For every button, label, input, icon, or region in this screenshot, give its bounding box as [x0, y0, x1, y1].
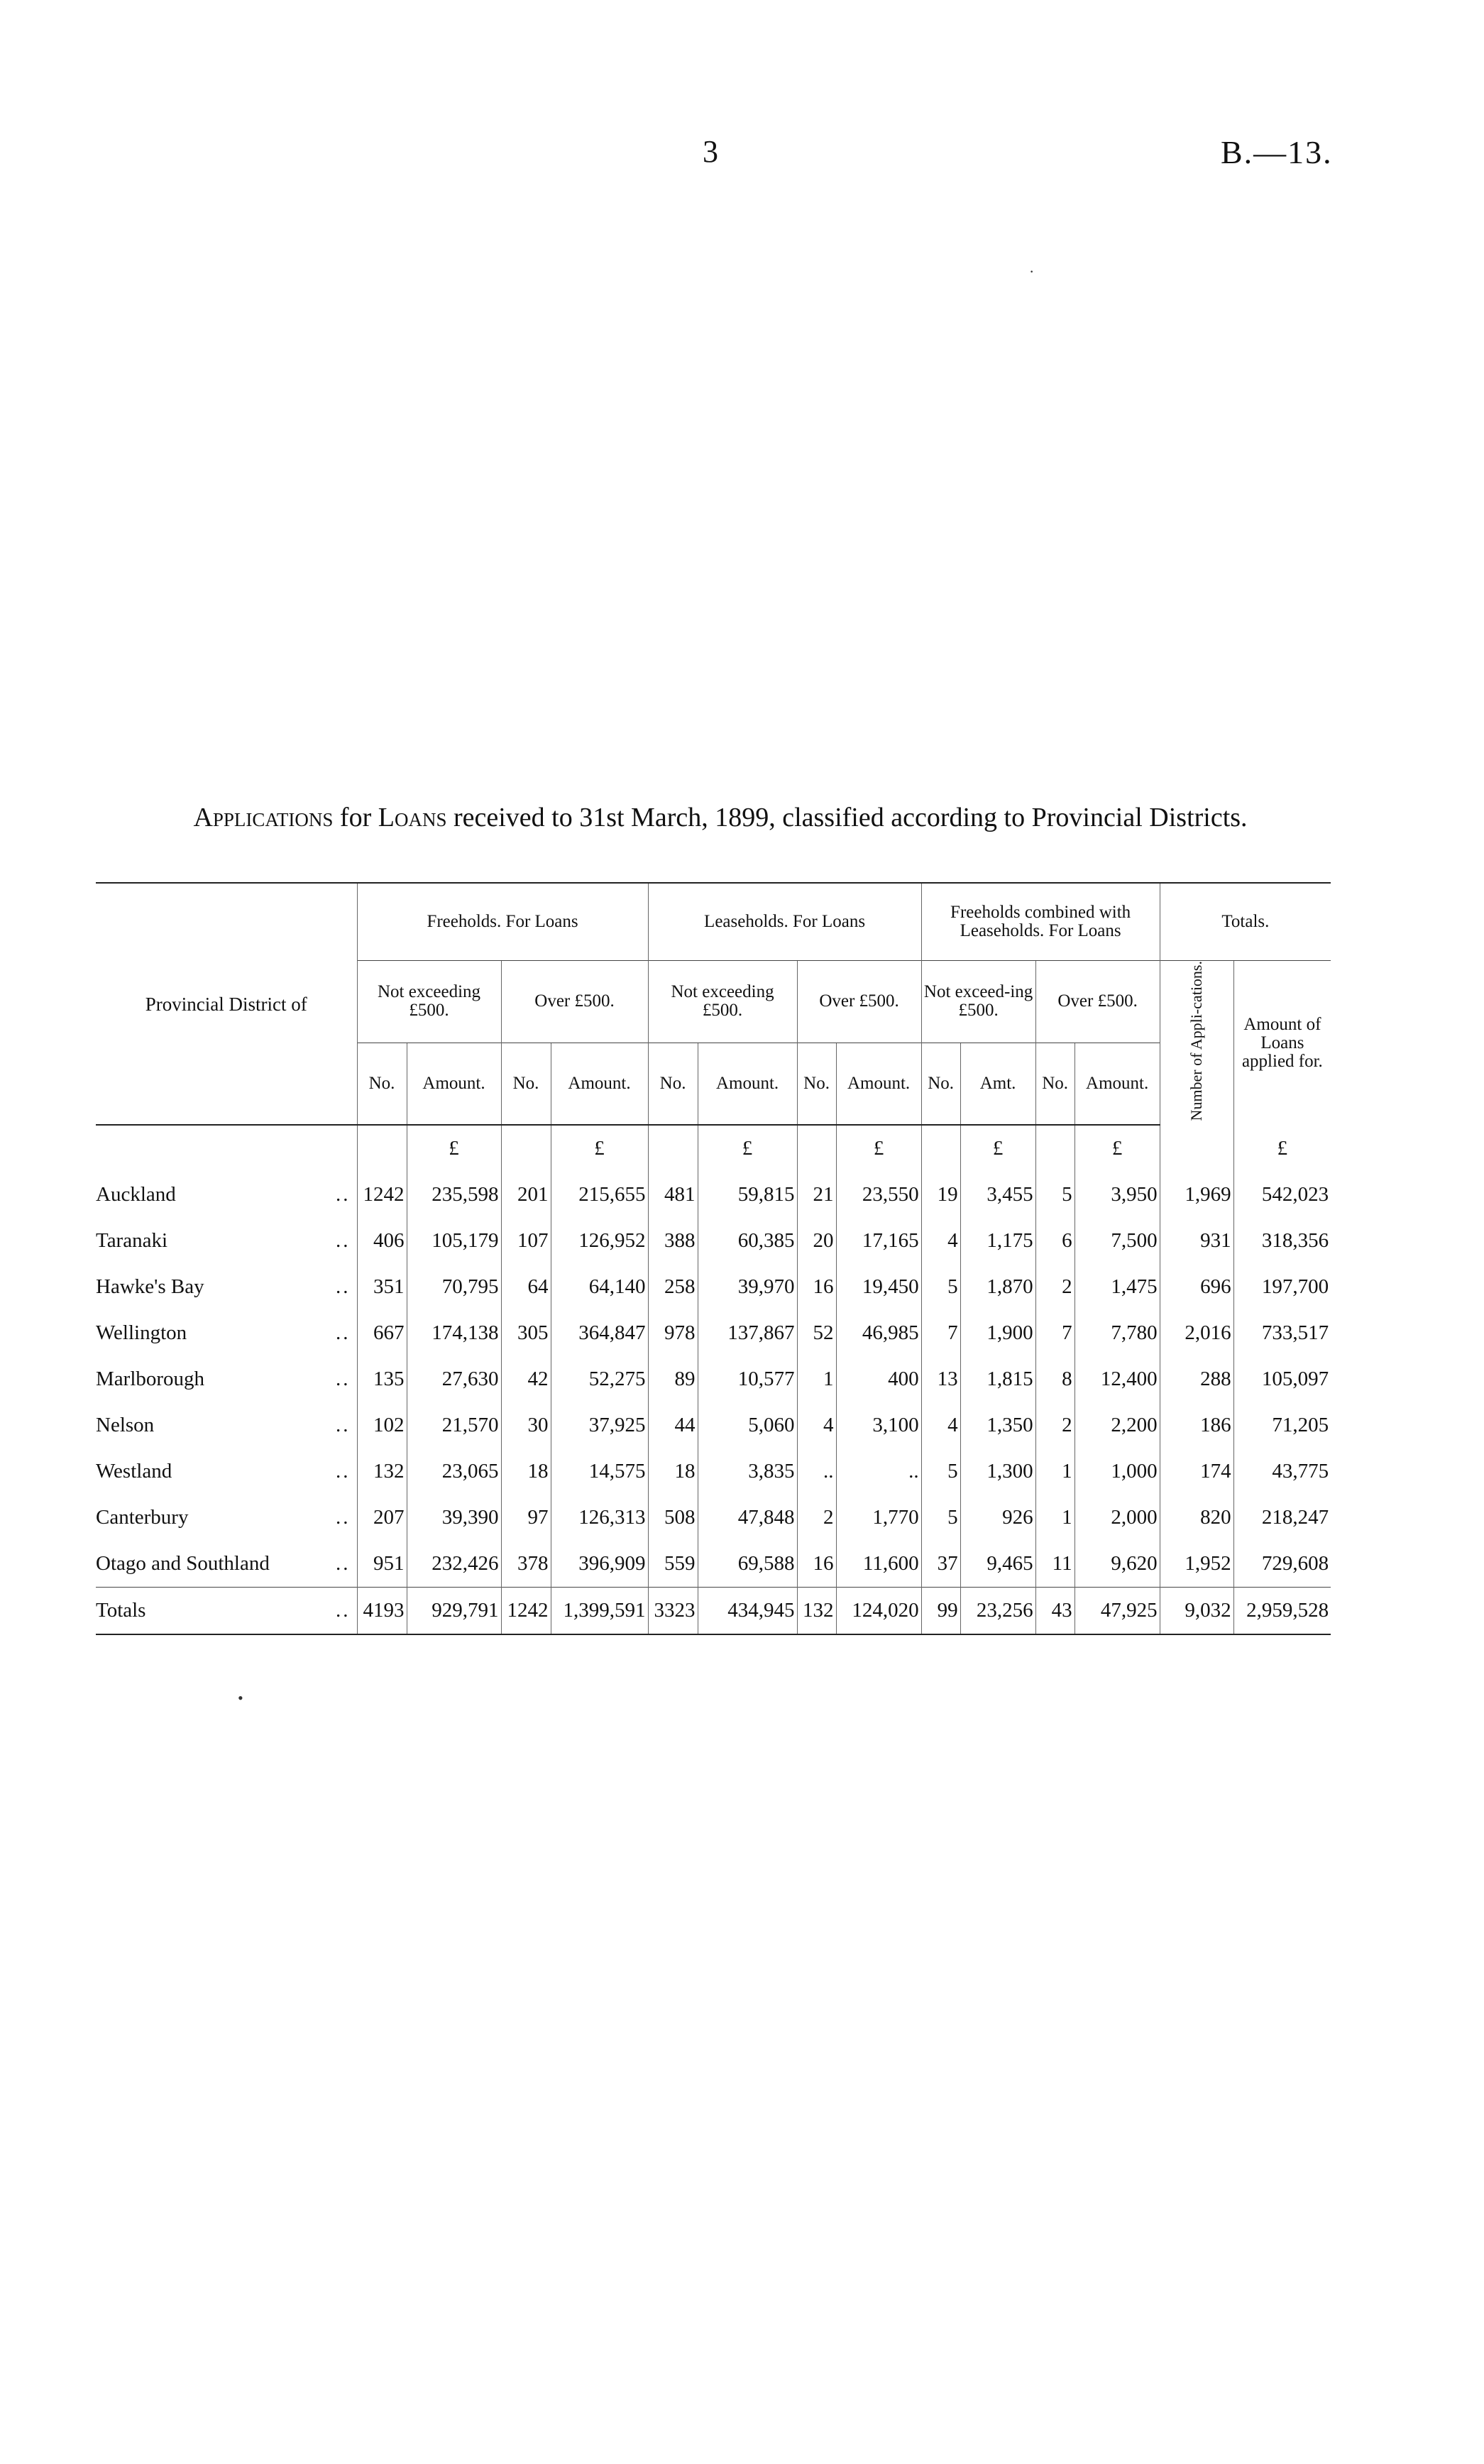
total-cell: 929,791	[407, 1588, 501, 1635]
leader-dots: ..	[336, 1599, 351, 1622]
district-name: Hawke's Bay	[96, 1275, 204, 1299]
leader-dots: ..	[336, 1229, 351, 1253]
table-cell: 107	[501, 1218, 551, 1264]
table-cell: 64,140	[551, 1264, 648, 1310]
column-header: No.	[797, 1043, 836, 1125]
table-cell: 7	[921, 1310, 960, 1356]
total-cell: 1,399,591	[551, 1588, 648, 1635]
table-cell: 2,200	[1074, 1402, 1160, 1448]
total-cell: 3323	[648, 1588, 698, 1635]
total-cell: 124,020	[836, 1588, 921, 1635]
table-cell: 18	[648, 1448, 698, 1495]
table-cell: 1,969	[1160, 1172, 1233, 1218]
table-cell: 305	[501, 1310, 551, 1356]
leader-dots: ..	[336, 1506, 351, 1529]
table-cell: 7,780	[1074, 1310, 1160, 1356]
district-name: Taranaki	[96, 1229, 168, 1253]
document-code: B.—13.	[1221, 134, 1333, 170]
table-row	[96, 1310, 1331, 1356]
table-cell: 42	[501, 1356, 551, 1402]
loans-table	[96, 882, 1331, 1635]
table-cell: 1,350	[960, 1402, 1035, 1448]
district-name: Nelson	[96, 1414, 155, 1437]
table-cell: 318,356	[1233, 1218, 1331, 1264]
table-cell: 1,815	[960, 1356, 1035, 1402]
table-cell: 3,100	[836, 1402, 921, 1448]
table-row	[96, 1356, 1331, 1402]
number-of-applications-header	[1160, 961, 1233, 1126]
table-cell: 232,426	[407, 1541, 501, 1588]
column-header: Amount.	[551, 1043, 648, 1125]
total-cell: 132	[797, 1588, 836, 1635]
district-name: Canterbury	[96, 1506, 189, 1529]
table-cell: 351	[357, 1264, 407, 1310]
table-cell: 1,175	[960, 1218, 1035, 1264]
table-cell: 69,588	[698, 1541, 797, 1588]
pound-sign: £	[407, 1125, 501, 1172]
table-row	[96, 1402, 1331, 1448]
table-cell: 11,600	[836, 1541, 921, 1588]
table-cell: 21,570	[407, 1402, 501, 1448]
total-cell: 2,959,528	[1233, 1588, 1331, 1635]
table-cell: 5	[921, 1448, 960, 1495]
table-row	[96, 1172, 1331, 1218]
leader-dots: ..	[336, 1321, 351, 1345]
table-row	[96, 1218, 1331, 1264]
table-cell: 542,023	[1233, 1172, 1331, 1218]
table-cell: 37	[921, 1541, 960, 1588]
table-cell: 6	[1035, 1218, 1074, 1264]
table-cell: 126,313	[551, 1495, 648, 1541]
pound-sign: £	[960, 1125, 1035, 1172]
total-cell: 1242	[501, 1588, 551, 1635]
table-cell: 1,952	[1160, 1541, 1233, 1588]
total-cell: 47,925	[1074, 1588, 1160, 1635]
title-for: for	[333, 803, 378, 832]
table-cell: 1,900	[960, 1310, 1035, 1356]
column-header: Amt.	[960, 1043, 1035, 1125]
district-name: Otago and Southland	[96, 1552, 270, 1575]
table-row	[96, 1495, 1331, 1541]
table-cell: 186	[1160, 1402, 1233, 1448]
table-cell: 733,517	[1233, 1310, 1331, 1356]
district-cell	[96, 1218, 357, 1264]
table-cell: 729,608	[1233, 1541, 1331, 1588]
district-cell	[96, 1356, 357, 1402]
table-cell: 9,465	[960, 1541, 1035, 1588]
table-cell: 30	[501, 1402, 551, 1448]
total-cell: 4193	[357, 1588, 407, 1635]
table-cell: 126,952	[551, 1218, 648, 1264]
table-cell: 7,500	[1074, 1218, 1160, 1264]
pound-sign: £	[698, 1125, 797, 1172]
district-name: Wellington	[96, 1321, 187, 1345]
total-cell: 9,032	[1160, 1588, 1233, 1635]
table-cell: 978	[648, 1310, 698, 1356]
table-cell: 9,620	[1074, 1541, 1160, 1588]
table-cell: 59,815	[698, 1172, 797, 1218]
total-cell: 23,256	[960, 1588, 1035, 1635]
subgroup-header: Not exceeding £500.	[648, 961, 797, 1043]
table-cell: 288	[1160, 1356, 1233, 1402]
table-cell: 70,795	[407, 1264, 501, 1310]
table-cell: 508	[648, 1495, 698, 1541]
group-header-combined: Freeholds combined with Leaseholds. For Loans	[921, 883, 1160, 961]
group-header-freeholds: Freeholds. For Loans	[357, 883, 648, 961]
subgroup-header: Not exceed-ing £500.	[921, 961, 1035, 1043]
column-header: No.	[1035, 1043, 1074, 1125]
total-cell: 99	[921, 1588, 960, 1635]
title-applications: Applications	[193, 803, 334, 832]
district-cell	[96, 1310, 357, 1356]
table-cell: 559	[648, 1541, 698, 1588]
print-speck: •	[238, 1689, 243, 1707]
table-cell: 52,275	[551, 1356, 648, 1402]
district-column-header: Provincial District of	[96, 883, 357, 1125]
table-cell: 60,385	[698, 1218, 797, 1264]
table-cell: 16	[797, 1541, 836, 1588]
table-cell: 1	[797, 1356, 836, 1402]
district-cell	[96, 1264, 357, 1310]
subgroup-header: Over £500.	[797, 961, 921, 1043]
table-cell: 931	[1160, 1218, 1233, 1264]
table-cell: 3,835	[698, 1448, 797, 1495]
district-cell	[96, 1541, 357, 1588]
table-cell: 218,247	[1233, 1495, 1331, 1541]
table-cell: 11	[1035, 1541, 1074, 1588]
table-cell: ..	[836, 1448, 921, 1495]
title-rest: received to 31st March, 1899, classified according to Provincial Districts.	[446, 803, 1248, 832]
table-cell: 258	[648, 1264, 698, 1310]
table-cell: 696	[1160, 1264, 1233, 1310]
table-cell: 926	[960, 1495, 1035, 1541]
table-cell: 20	[797, 1218, 836, 1264]
table-cell: 46,985	[836, 1310, 921, 1356]
table-cell: 406	[357, 1218, 407, 1264]
table-cell: 1,000	[1074, 1448, 1160, 1495]
column-header: Amount.	[698, 1043, 797, 1125]
column-header: Amount.	[407, 1043, 501, 1125]
subgroup-header: Over £500.	[1035, 961, 1160, 1043]
table-cell: 39,390	[407, 1495, 501, 1541]
column-header: No.	[648, 1043, 698, 1125]
table-cell: 47,848	[698, 1495, 797, 1541]
table-cell: 10,577	[698, 1356, 797, 1402]
pound-sign: £	[551, 1125, 648, 1172]
column-header: Amount.	[836, 1043, 921, 1125]
group-header-leaseholds: Leaseholds. For Loans	[648, 883, 921, 961]
table-cell: 2	[1035, 1264, 1074, 1310]
table-cell: 201	[501, 1172, 551, 1218]
currency-row	[96, 1125, 1331, 1172]
group-header-totals: Totals.	[1160, 883, 1331, 961]
table-cell: 388	[648, 1218, 698, 1264]
table-cell: 951	[357, 1541, 407, 1588]
table-cell: 4	[921, 1402, 960, 1448]
column-header: No.	[921, 1043, 960, 1125]
column-header: No.	[357, 1043, 407, 1125]
table-cell: 5,060	[698, 1402, 797, 1448]
table-cell: 215,655	[551, 1172, 648, 1218]
district-name: Westland	[96, 1460, 172, 1483]
table-cell: 19	[921, 1172, 960, 1218]
leader-dots: ..	[336, 1414, 351, 1437]
subgroup-header: Not exceeding £500.	[357, 961, 501, 1043]
table-cell: 235,598	[407, 1172, 501, 1218]
table-cell: 3,455	[960, 1172, 1035, 1218]
number-of-applications-label: Number of Appli-cations.	[1187, 961, 1206, 1121]
table-cell: 21	[797, 1172, 836, 1218]
table-cell: 89	[648, 1356, 698, 1402]
table-cell: ..	[797, 1448, 836, 1495]
table-cell: 1,870	[960, 1264, 1035, 1310]
table-cell: 5	[921, 1264, 960, 1310]
table-cell: 207	[357, 1495, 407, 1541]
leader-dots: ..	[336, 1275, 351, 1299]
table-row	[96, 1264, 1331, 1310]
table-row	[96, 1541, 1331, 1588]
table-cell: 1242	[357, 1172, 407, 1218]
leader-dots: ..	[336, 1368, 351, 1391]
table-cell: 102	[357, 1402, 407, 1448]
total-cell: 434,945	[698, 1588, 797, 1635]
table-cell: 71,205	[1233, 1402, 1331, 1448]
leader-dots: ..	[336, 1183, 351, 1206]
table-cell: 23,550	[836, 1172, 921, 1218]
table-cell: 27,630	[407, 1356, 501, 1402]
totals-label-cell	[96, 1588, 357, 1635]
table-cell: 135	[357, 1356, 407, 1402]
leader-dots: ..	[336, 1552, 351, 1575]
amount-applied-header: Amount of Loans applied for.	[1233, 961, 1331, 1126]
table-cell: 396,909	[551, 1541, 648, 1588]
table-cell: 18	[501, 1448, 551, 1495]
district-cell	[96, 1448, 357, 1495]
title-loans: Loans	[378, 803, 447, 832]
table-cell: 2	[797, 1495, 836, 1541]
table-cell: 12,400	[1074, 1356, 1160, 1402]
leader-dots: ..	[336, 1460, 351, 1483]
table-cell: 174	[1160, 1448, 1233, 1495]
table-cell: 44	[648, 1402, 698, 1448]
table-cell: 43,775	[1233, 1448, 1331, 1495]
table-cell: 197,700	[1233, 1264, 1331, 1310]
table-cell: 820	[1160, 1495, 1233, 1541]
table-cell: 667	[357, 1310, 407, 1356]
table-cell: 105,179	[407, 1218, 501, 1264]
subgroup-header: Over £500.	[501, 961, 648, 1043]
table-cell: 2,016	[1160, 1310, 1233, 1356]
table-cell: 3,950	[1074, 1172, 1160, 1218]
totals-row	[96, 1588, 1331, 1635]
page-number: 3	[703, 134, 718, 169]
table-cell: 2,000	[1074, 1495, 1160, 1541]
table-row	[96, 1448, 1331, 1495]
table-cell: 1	[1035, 1495, 1074, 1541]
total-cell: 43	[1035, 1588, 1074, 1635]
district-cell	[96, 1495, 357, 1541]
table-cell: 364,847	[551, 1310, 648, 1356]
table-cell: 1	[1035, 1448, 1074, 1495]
table-cell: 16	[797, 1264, 836, 1310]
table-cell: 4	[921, 1218, 960, 1264]
column-header: Amount.	[1074, 1043, 1160, 1125]
pound-sign: £	[1233, 1125, 1331, 1172]
table-cell: 14,575	[551, 1448, 648, 1495]
table-cell: 23,065	[407, 1448, 501, 1495]
district-cell	[96, 1172, 357, 1218]
table-cell: 13	[921, 1356, 960, 1402]
district-name: Marlborough	[96, 1368, 205, 1391]
table-cell: 174,138	[407, 1310, 501, 1356]
district-name: Auckland	[96, 1183, 176, 1206]
table-cell: 1,475	[1074, 1264, 1160, 1310]
pound-sign: £	[836, 1125, 921, 1172]
table-cell: 132	[357, 1448, 407, 1495]
table-cell: 105,097	[1233, 1356, 1331, 1402]
table-cell: 7	[1035, 1310, 1074, 1356]
table-cell: 400	[836, 1356, 921, 1402]
print-speck: ·	[1029, 263, 1035, 280]
table-cell: 37,925	[551, 1402, 648, 1448]
table-cell: 5	[921, 1495, 960, 1541]
table-cell: 17,165	[836, 1218, 921, 1264]
table-title	[128, 802, 1313, 833]
table-cell: 4	[797, 1402, 836, 1448]
table-cell: 52	[797, 1310, 836, 1356]
table-cell: 8	[1035, 1356, 1074, 1402]
table-cell: 481	[648, 1172, 698, 1218]
table-cell: 2	[1035, 1402, 1074, 1448]
totals-label: Totals	[96, 1599, 146, 1622]
table-cell: 39,970	[698, 1264, 797, 1310]
table-cell: 137,867	[698, 1310, 797, 1356]
column-header: No.	[501, 1043, 551, 1125]
district-cell	[96, 1402, 357, 1448]
table-cell: 5	[1035, 1172, 1074, 1218]
pound-sign: £	[1074, 1125, 1160, 1172]
table-cell: 1,300	[960, 1448, 1035, 1495]
table-cell: 19,450	[836, 1264, 921, 1310]
table-cell: 64	[501, 1264, 551, 1310]
table-cell: 378	[501, 1541, 551, 1588]
table-cell: 97	[501, 1495, 551, 1541]
table-cell: 1,770	[836, 1495, 921, 1541]
